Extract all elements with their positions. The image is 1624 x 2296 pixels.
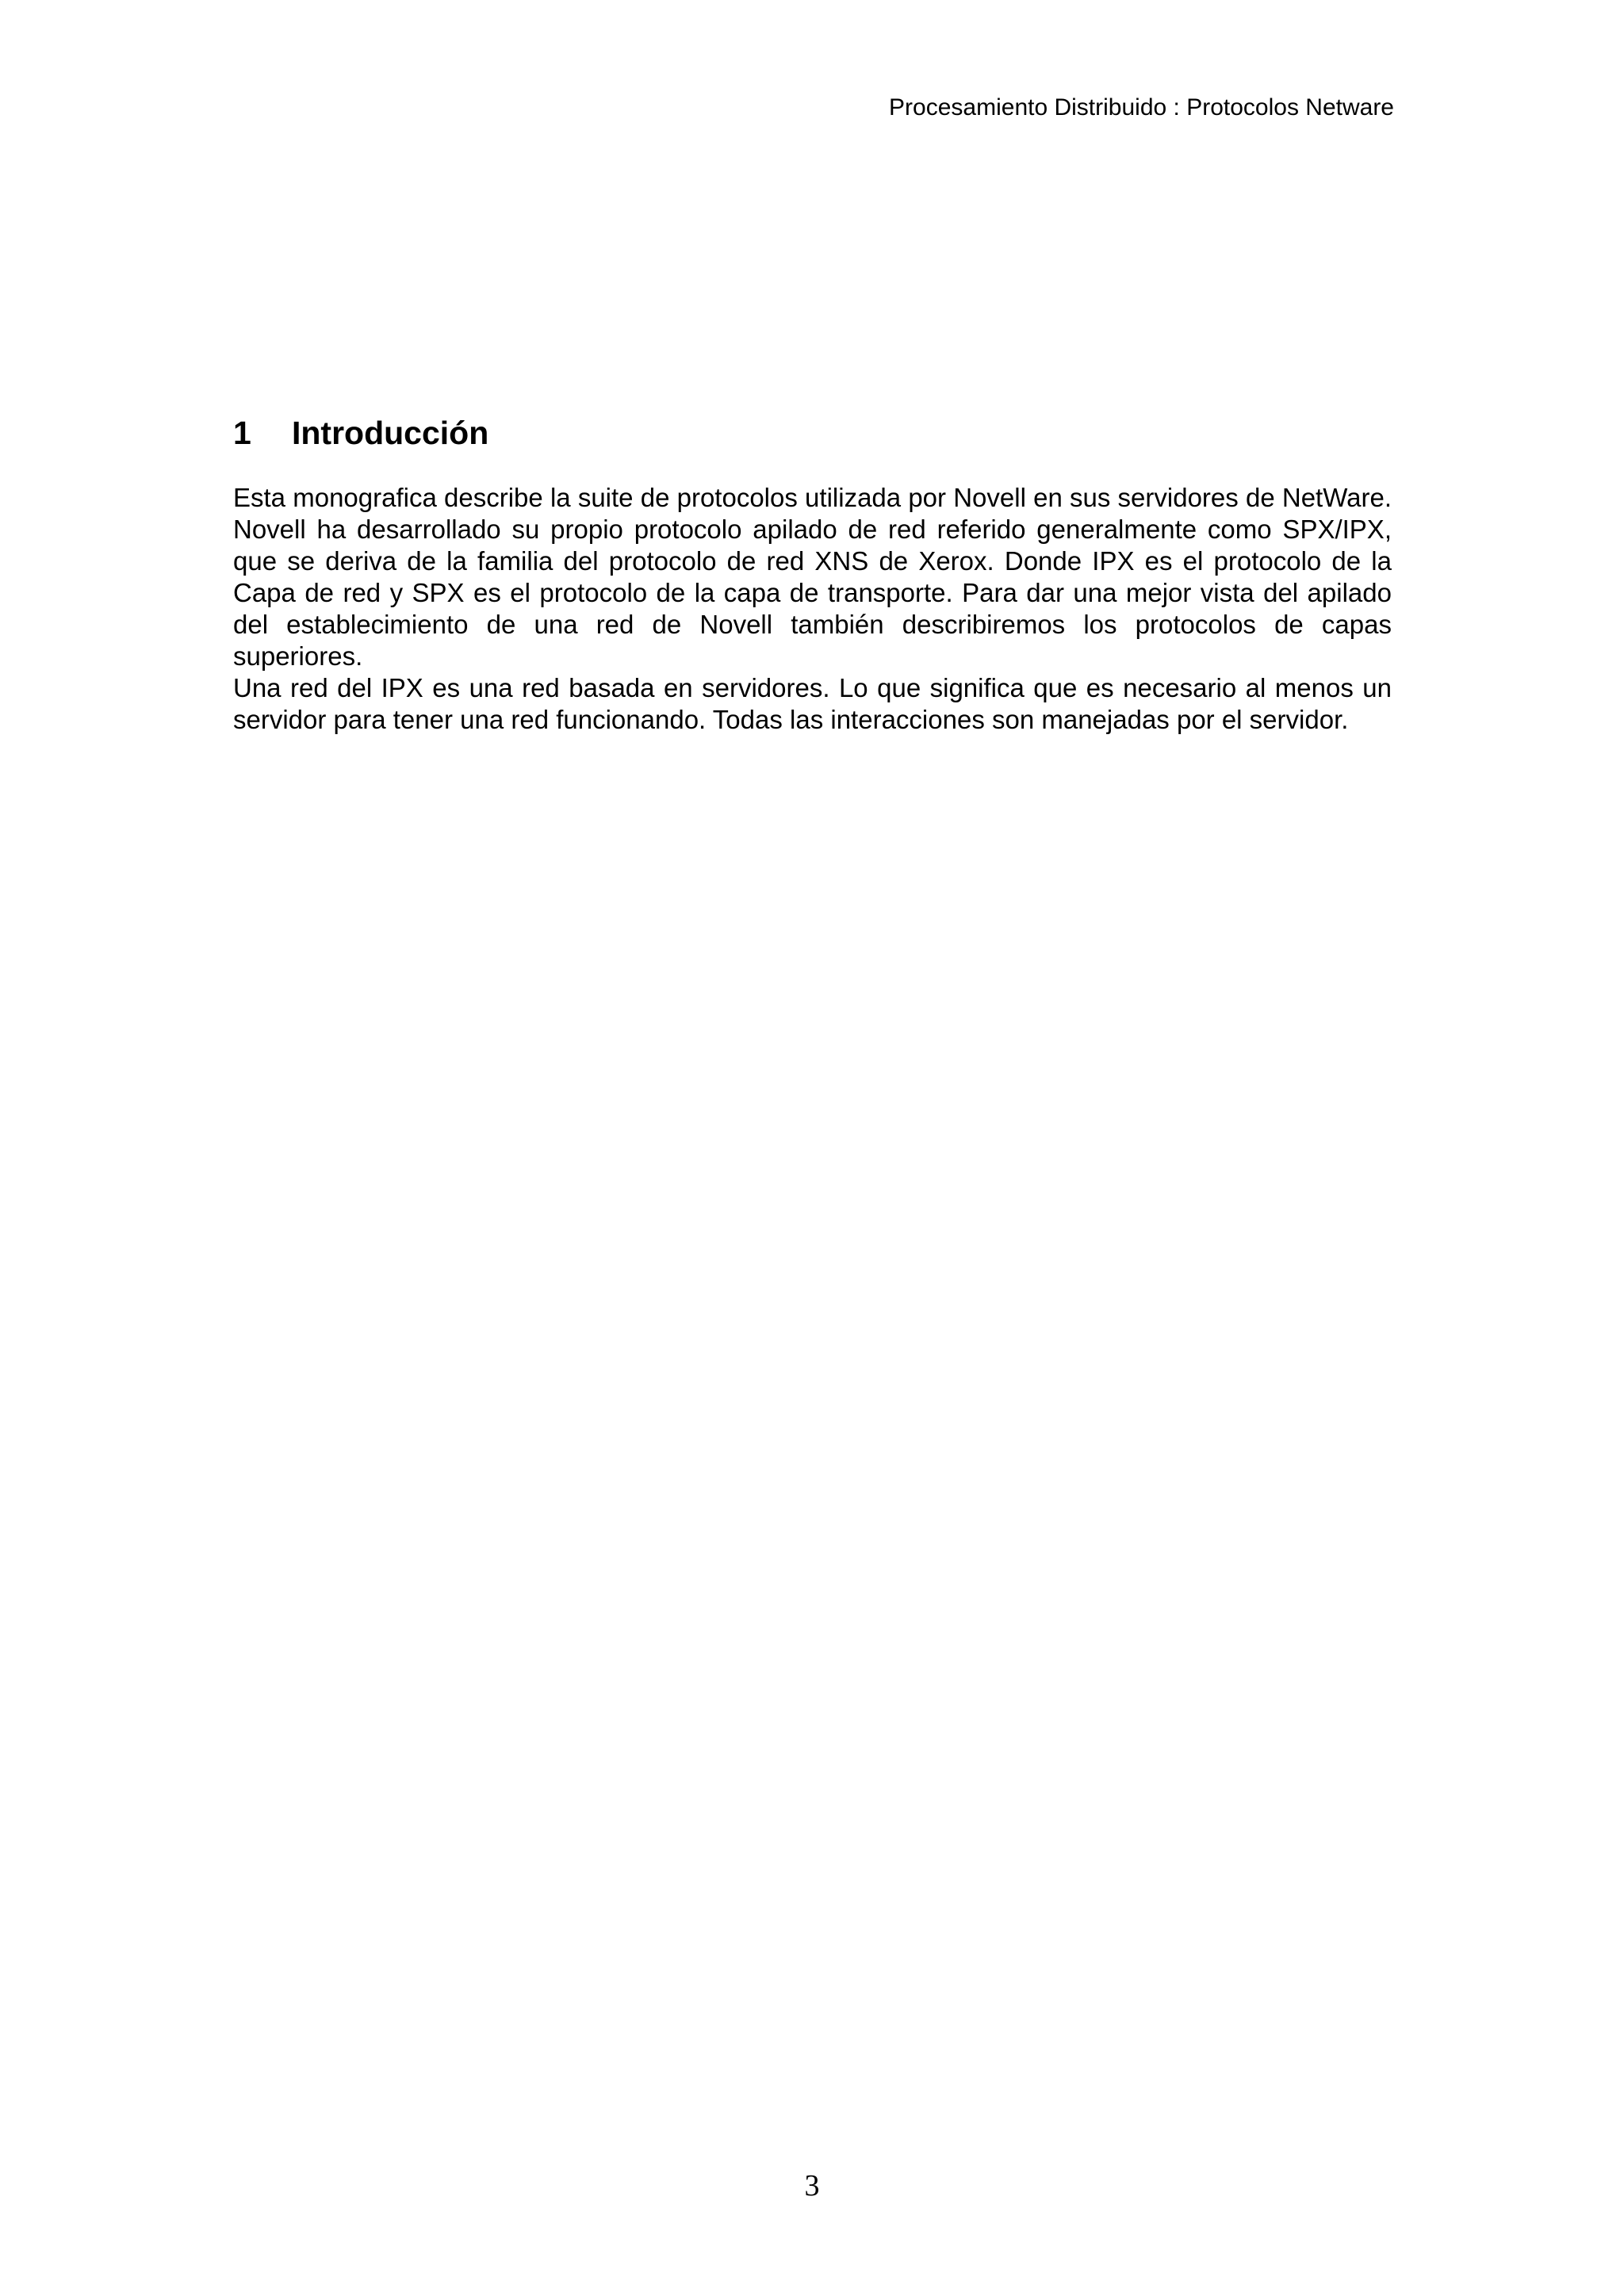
paragraph-intro: Esta monografica describe la suite de protocolos utilizada por Novell en sus servidores de NetWare. Novell ha desarrollado su propio protocolo apilado de red referido generalmente como SPX/IPX, que se deriva de la familia del protocolo de red XNS de Xerox. Donde IPX es el protocolo de la Capa de red y SPX es el protocolo de la capa de transporte. Para dar una mejor vista del apilado del establecimiento de una red de Novell también describiremos los protocolos de capas superiores. bbox=[233, 483, 1392, 671]
running-header: Procesamiento Distribuido : Protocolos Netware bbox=[889, 94, 1394, 121]
paragraph-ipx-network: Una red del IPX es una red basada en servidores. Lo que significa que es necesario al menos un servidor para tener una red funcionando. Todas las interacciones son manejadas por el servidor. bbox=[233, 673, 1392, 734]
section-title: Introducción bbox=[292, 415, 489, 451]
page-number: 3 bbox=[804, 2169, 820, 2202]
body-text bbox=[233, 482, 1392, 736]
section-number: 1 bbox=[233, 415, 251, 451]
section-heading bbox=[233, 412, 488, 453]
